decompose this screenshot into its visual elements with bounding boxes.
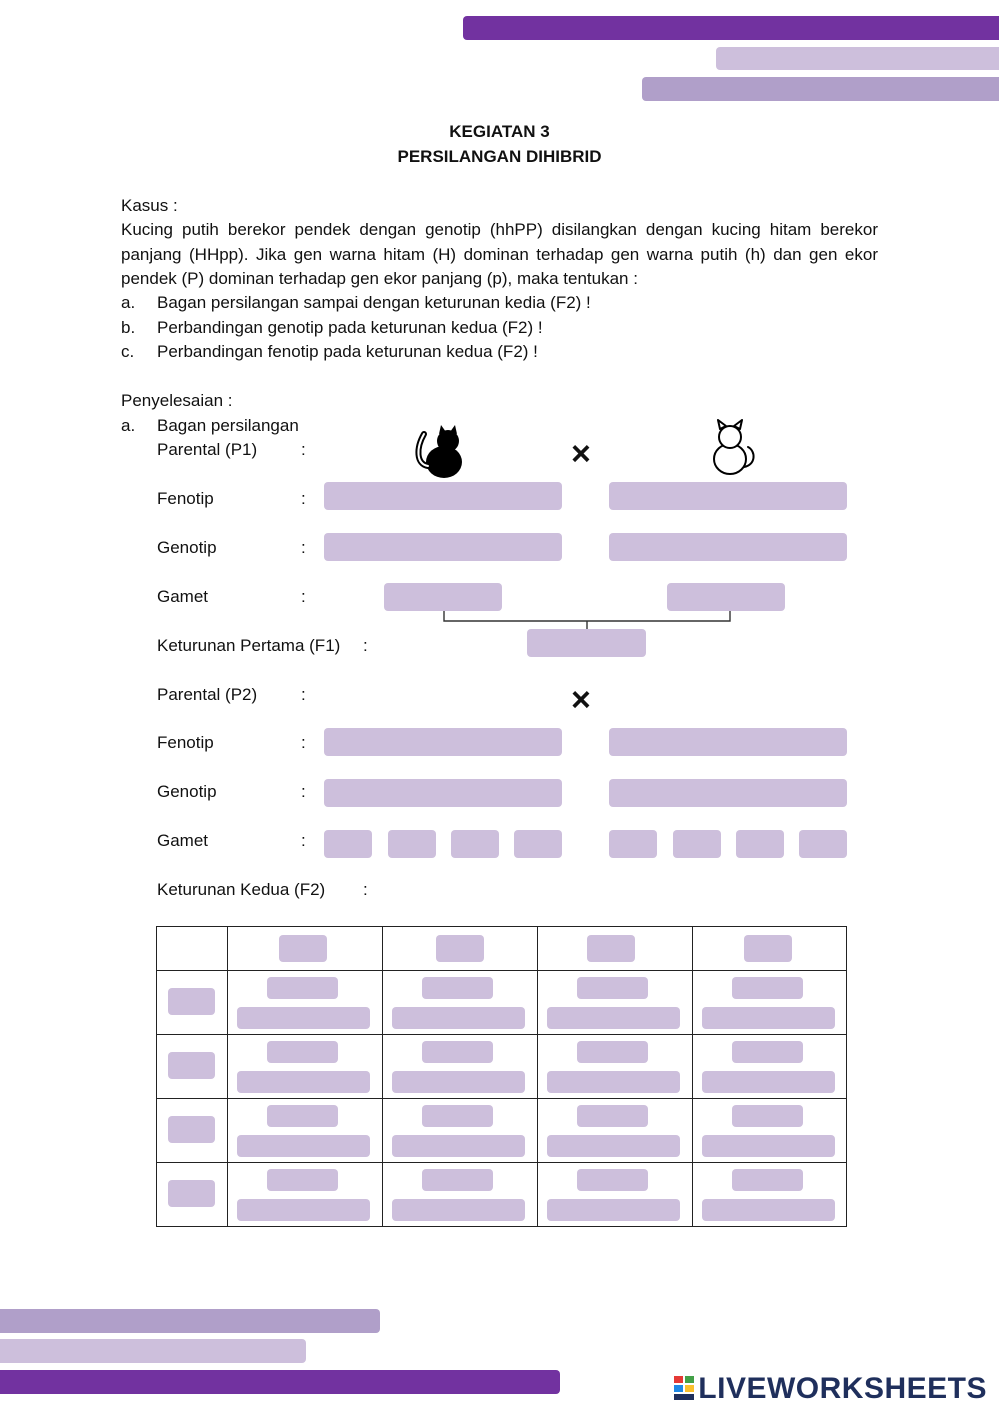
header-gamet-input[interactable] [744, 935, 792, 962]
cell-genotip-input[interactable] [577, 1105, 648, 1127]
cell-fenotip-field[interactable] [702, 1007, 835, 1029]
header-gamet-field[interactable] [587, 935, 635, 962]
cell-fenotip-input[interactable] [547, 1071, 680, 1093]
footer-bar-mid [0, 1309, 380, 1333]
cell-genotip-input[interactable] [577, 1169, 648, 1191]
header-gamet-field[interactable] [744, 935, 792, 962]
punnett-cell [383, 1163, 538, 1227]
p2-gamet-input[interactable] [388, 830, 436, 858]
solution-item-letter: a. [121, 416, 136, 435]
label-colon: : [301, 587, 306, 606]
cell-genotip-field[interactable] [422, 1169, 493, 1191]
cell-fenotip-field[interactable] [237, 1199, 370, 1221]
p2-gamet-input[interactable] [736, 830, 784, 858]
p2-fenotip-left-field[interactable] [324, 728, 562, 756]
p2-gamet-input[interactable] [451, 830, 499, 858]
punnett-header-cell [383, 927, 538, 971]
cell-fenotip-field[interactable] [392, 1135, 525, 1157]
cell-fenotip-input[interactable] [392, 1135, 525, 1157]
punnett-row-header-cell [157, 1099, 228, 1163]
punnett-row [157, 1035, 847, 1099]
cell-genotip-field[interactable] [732, 977, 803, 999]
cell-genotip-field[interactable] [267, 1105, 338, 1127]
footer-bar-dark [0, 1370, 560, 1394]
p2-gamet-input[interactable] [673, 830, 721, 858]
f1-field[interactable] [527, 629, 646, 657]
cell-fenotip-input[interactable] [237, 1135, 370, 1157]
punnett-row-header-cell [157, 1035, 228, 1099]
cell-genotip-input[interactable] [422, 1169, 493, 1191]
p2-fenotip-right-input[interactable] [609, 728, 847, 756]
row-gamet-field[interactable] [168, 1116, 215, 1143]
cell-genotip-input[interactable] [422, 1105, 493, 1127]
cell-genotip-input[interactable] [732, 1105, 803, 1127]
label-colon: : [301, 733, 306, 752]
cell-fenotip-input[interactable] [702, 1007, 835, 1029]
cross-symbol: × [571, 681, 591, 719]
p2-gamet-left-field[interactable] [388, 830, 436, 858]
row-gamet-field[interactable] [168, 1180, 215, 1207]
cell-genotip-input[interactable] [267, 977, 338, 999]
p1-fenotip-right-field[interactable] [609, 482, 847, 510]
cell-fenotip-input[interactable] [392, 1007, 525, 1029]
punnett-cell [538, 971, 693, 1035]
cell-fenotip-field[interactable] [547, 1199, 680, 1221]
punnett-row-header-cell [157, 971, 228, 1035]
cell-fenotip-field[interactable] [237, 1007, 370, 1029]
cell-fenotip-field[interactable] [547, 1135, 680, 1157]
label-fenotip: Fenotip [157, 489, 214, 508]
p2-genotip-left-field[interactable] [324, 779, 562, 807]
p2-gamet-left-field[interactable] [514, 830, 562, 858]
p2-gamet-right-field[interactable] [609, 830, 657, 858]
cell-fenotip-input[interactable] [237, 1199, 370, 1221]
cell-genotip-field[interactable] [577, 1105, 648, 1127]
cell-genotip-field[interactable] [267, 1169, 338, 1191]
cell-fenotip-field[interactable] [392, 1071, 525, 1093]
label-colon: : [301, 440, 306, 459]
case-item-text: Perbandingan genotip pada keturunan kedua (F2) ! [157, 318, 543, 337]
cell-fenotip-field[interactable] [702, 1199, 835, 1221]
label-colon: : [301, 782, 306, 801]
label-colon: : [301, 538, 306, 557]
black-cat-icon [412, 424, 466, 480]
punnett-corner-cell [157, 927, 228, 971]
cell-genotip-field[interactable] [267, 977, 338, 999]
label-colon: : [363, 880, 368, 899]
punnett-row-header-cell [157, 1163, 228, 1227]
row-gamet-input[interactable] [168, 1052, 215, 1079]
label-colon: : [301, 685, 306, 704]
punnett-cell [538, 1099, 693, 1163]
punnett-cell [383, 1035, 538, 1099]
case-paragraph: Kucing putih berekor pendek dengan genotip (hhPP) disilangkan dengan kucing hitam berekor panjang (HHpp). Jika gen warna hitam (H) dominan terhadap gen warna putih (h) dan gen ekor pendek (P) dominan terhadap gen ekor panjang (p), maka tentukan : [121, 220, 878, 288]
cell-genotip-field[interactable] [577, 1169, 648, 1191]
label-colon: : [301, 489, 306, 508]
p1-genotip-right-input[interactable] [609, 533, 847, 561]
p1-gamet-right-field[interactable] [667, 583, 785, 611]
row-gamet-input[interactable] [168, 1116, 215, 1143]
cell-fenotip-input[interactable] [392, 1199, 525, 1221]
punnett-header-cell [228, 927, 383, 971]
f1-input[interactable] [527, 629, 646, 657]
header-gamet-input[interactable] [436, 935, 484, 962]
p1-genotip-left-input[interactable] [324, 533, 562, 561]
white-cat-icon [708, 419, 758, 477]
case-item-text: Bagan persilangan sampai dengan keturunan kedia (F2) ! [157, 293, 591, 312]
row-gamet-field[interactable] [168, 988, 215, 1015]
cell-fenotip-input[interactable] [702, 1199, 835, 1221]
cell-genotip-input[interactable] [577, 977, 648, 999]
row-gamet-input[interactable] [168, 1180, 215, 1207]
cell-genotip-input[interactable] [267, 1105, 338, 1127]
cell-genotip-input[interactable] [732, 977, 803, 999]
cell-fenotip-field[interactable] [392, 1199, 525, 1221]
cell-genotip-field[interactable] [577, 1041, 648, 1063]
p2-gamet-right-field[interactable] [736, 830, 784, 858]
cell-fenotip-field[interactable] [237, 1071, 370, 1093]
p1-gamet-left-field[interactable] [384, 583, 502, 611]
cell-fenotip-input[interactable] [237, 1007, 370, 1029]
punnett-cell [693, 1035, 847, 1099]
punnett-cell [693, 971, 847, 1035]
cell-genotip-field[interactable] [422, 1105, 493, 1127]
p1-gamet-right-input[interactable] [667, 583, 785, 611]
page-title: KEGIATAN 3 [449, 122, 550, 141]
p1-genotip-right-field[interactable] [609, 533, 847, 561]
label-gamet: Gamet [157, 587, 209, 606]
p1-fenotip-right-input[interactable] [609, 482, 847, 510]
cell-genotip-input[interactable] [577, 1041, 648, 1063]
p2-genotip-left-input[interactable] [324, 779, 562, 807]
case-item-letter: c. [121, 342, 135, 361]
label-fenotip: Fenotip [157, 733, 214, 752]
punnett-row [157, 1163, 847, 1227]
cell-genotip-input[interactable] [422, 977, 493, 999]
p1-genotip-left-field[interactable] [324, 533, 562, 561]
cell-fenotip-field[interactable] [702, 1135, 835, 1157]
header-gamet-input[interactable] [587, 935, 635, 962]
p2-fenotip-right-field[interactable] [609, 728, 847, 756]
liveworksheets-logo [674, 1372, 987, 1406]
cell-genotip-field[interactable] [577, 977, 648, 999]
cell-fenotip-input[interactable] [547, 1135, 680, 1157]
solution-heading: Penyelesaian : [121, 391, 233, 410]
cell-genotip-input[interactable] [732, 1169, 803, 1191]
punnett-row [157, 1099, 847, 1163]
punnett-header-row [157, 927, 847, 971]
label-f1: Keturunan Pertama (F1) [157, 636, 341, 655]
p2-gamet-input[interactable] [799, 830, 847, 858]
liveworksheets-logo-icon [674, 1376, 694, 1400]
cell-fenotip-input[interactable] [237, 1071, 370, 1093]
p2-gamet-right-field[interactable] [799, 830, 847, 858]
p1-fenotip-left-field[interactable] [324, 482, 562, 510]
cell-genotip-field[interactable] [732, 1041, 803, 1063]
p2-gamet-input[interactable] [609, 830, 657, 858]
cell-genotip-field[interactable] [267, 1041, 338, 1063]
case-item-letter: b. [121, 318, 136, 337]
gamet-bracket [440, 611, 736, 631]
header-gamet-input[interactable] [279, 935, 327, 962]
cell-genotip-input[interactable] [267, 1169, 338, 1191]
cell-genotip-field[interactable] [732, 1105, 803, 1127]
punnett-cell [693, 1163, 847, 1227]
punnett-row [157, 971, 847, 1035]
cell-fenotip-field[interactable] [392, 1007, 525, 1029]
label-f2: Keturunan Kedua (F2) [157, 880, 326, 899]
row-gamet-input[interactable] [168, 988, 215, 1015]
cell-genotip-field[interactable] [422, 977, 493, 999]
punnett-square [156, 926, 847, 1227]
cell-genotip-input[interactable] [267, 1041, 338, 1063]
cell-fenotip-input[interactable] [702, 1135, 835, 1157]
cell-genotip-field[interactable] [422, 1041, 493, 1063]
punnett-cell [383, 1099, 538, 1163]
cell-fenotip-input[interactable] [702, 1071, 835, 1093]
p2-fenotip-left-input[interactable] [324, 728, 562, 756]
header-gamet-field[interactable] [279, 935, 327, 962]
cell-genotip-input[interactable] [422, 1041, 493, 1063]
label-parental-p1: Parental (P1) [157, 440, 258, 459]
punnett-cell [228, 971, 383, 1035]
cell-genotip-input[interactable] [732, 1041, 803, 1063]
label-genotip: Genotip [157, 538, 217, 557]
p2-gamet-input[interactable] [324, 830, 372, 858]
label-parental-p2: Parental (P2) [157, 685, 258, 704]
label-genotip: Genotip [157, 782, 217, 801]
case-item-text: Perbandingan fenotip pada keturunan kedua (F2) ! [157, 342, 538, 361]
p2-gamet-input[interactable] [514, 830, 562, 858]
case-heading: Kasus : [121, 196, 178, 215]
p1-fenotip-left-input[interactable] [324, 482, 562, 510]
cell-genotip-field[interactable] [732, 1169, 803, 1191]
cell-fenotip-input[interactable] [392, 1071, 525, 1093]
cross-symbol: × [571, 435, 591, 473]
row-gamet-field[interactable] [168, 1052, 215, 1079]
punnett-cell [228, 1163, 383, 1227]
label-colon: : [301, 831, 306, 850]
punnett-cell [538, 1035, 693, 1099]
p1-gamet-left-input[interactable] [384, 583, 502, 611]
label-gamet: Gamet [157, 831, 209, 850]
cell-fenotip-input[interactable] [547, 1199, 680, 1221]
p2-genotip-right-input[interactable] [609, 779, 847, 807]
case-item-letter: a. [121, 293, 136, 312]
cell-fenotip-field[interactable] [237, 1135, 370, 1157]
header-bar-light [716, 47, 999, 70]
punnett-cell [693, 1099, 847, 1163]
punnett-cell [383, 971, 538, 1035]
label-colon: : [363, 636, 368, 655]
header-bar-dark [463, 16, 999, 40]
header-bar-mid [642, 77, 999, 101]
solution-item-text: Bagan persilangan [157, 416, 299, 435]
p2-gamet-left-field[interactable] [451, 830, 499, 858]
p2-gamet-right-field[interactable] [673, 830, 721, 858]
cell-fenotip-field[interactable] [702, 1071, 835, 1093]
punnett-cell [538, 1163, 693, 1227]
punnett-cell [228, 1099, 383, 1163]
cell-fenotip-field[interactable] [547, 1071, 680, 1093]
cell-fenotip-input[interactable] [547, 1007, 680, 1029]
logo-text: LIVEWORKSHEETS [698, 1372, 987, 1405]
header-gamet-field[interactable] [436, 935, 484, 962]
punnett-cell [228, 1035, 383, 1099]
page-subtitle: PERSILANGAN DIHIBRID [397, 147, 602, 166]
footer-bar-light [0, 1339, 306, 1363]
p2-genotip-right-field[interactable] [609, 779, 847, 807]
p2-gamet-left-field[interactable] [324, 830, 372, 858]
punnett-header-cell [538, 927, 693, 971]
punnett-header-cell [693, 927, 847, 971]
cell-fenotip-field[interactable] [547, 1007, 680, 1029]
